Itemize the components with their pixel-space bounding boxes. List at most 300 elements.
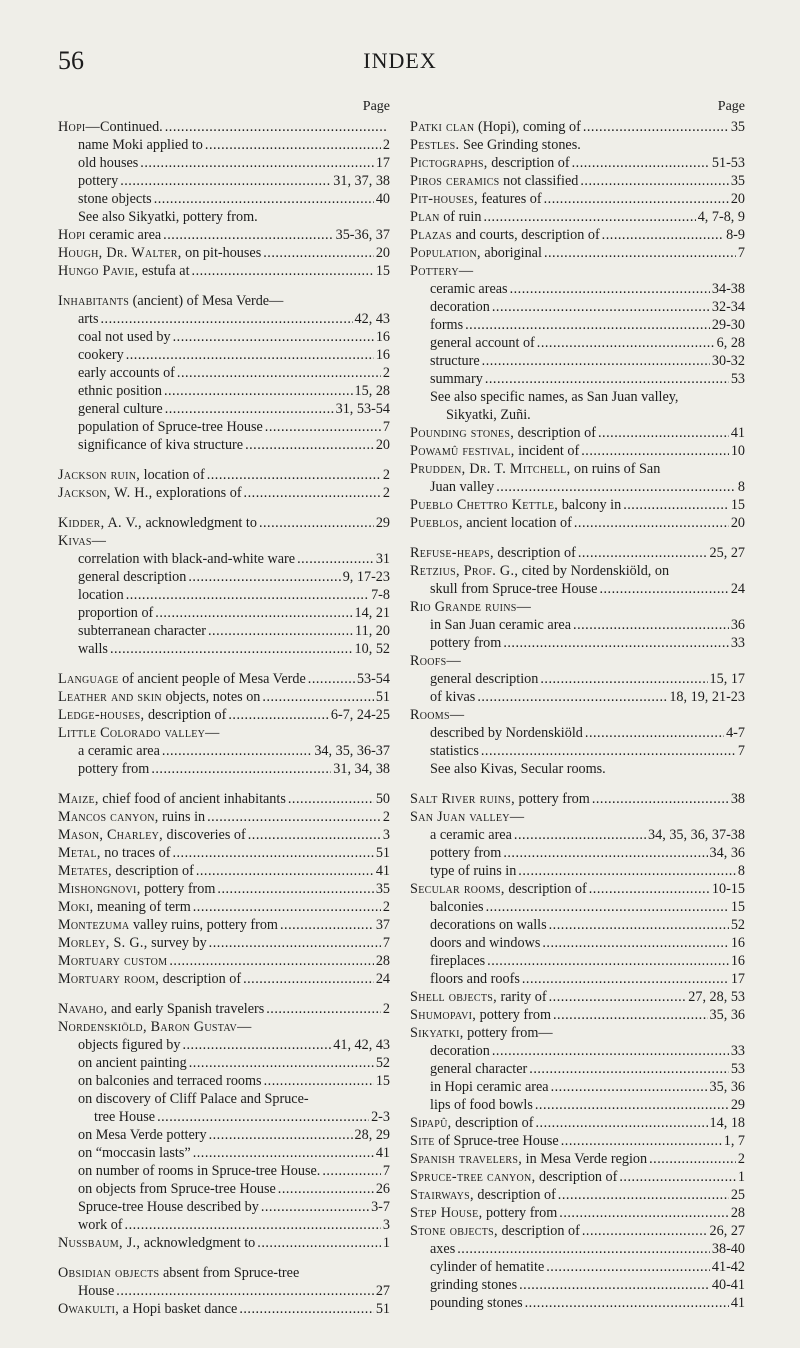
entry-heading: Pottery—: [410, 263, 474, 279]
dot-leader: [623, 496, 729, 514]
dot-leader: [457, 1240, 710, 1258]
entry-subtext: description of: [514, 425, 596, 441]
index-subentry: [58, 208, 390, 226]
index-entry: [410, 190, 745, 208]
entry-subtext: subterranean character: [78, 623, 206, 639]
index-entry: [410, 262, 745, 280]
dot-leader: [209, 934, 381, 952]
dot-leader: [263, 244, 374, 262]
entry-subtext: walls: [78, 641, 108, 657]
entry-text: [58, 292, 283, 310]
page-reference: 2: [382, 365, 390, 381]
dot-leader: [551, 1078, 708, 1096]
entry-subtext: pottery: [78, 173, 119, 189]
page-reference: 6-7, 24-25: [330, 707, 390, 723]
entry-text: [58, 262, 190, 280]
page-reference: 31, 37, 38: [333, 173, 390, 189]
entry-subtext: features of: [477, 191, 542, 207]
entry-subtext: explorations of: [152, 485, 242, 501]
entry-heading: Ledge-houses,: [58, 707, 145, 723]
entry-subtext: general account of: [430, 335, 535, 351]
dot-leader: [207, 808, 381, 826]
index-entry: [58, 670, 390, 688]
index-subentry: [410, 1060, 745, 1078]
page-reference: 51: [375, 689, 390, 705]
entry-heading: Pueblos,: [410, 515, 463, 531]
dot-leader: [278, 1180, 374, 1198]
dot-leader: [207, 466, 381, 484]
entry-subtext: of ruin: [439, 209, 482, 225]
dot-leader: [155, 604, 352, 622]
entry-text: [446, 406, 531, 424]
entry-heading: Nussbaum, J.,: [58, 1235, 141, 1251]
index-subentry: [58, 760, 390, 778]
dot-leader: [561, 1132, 722, 1150]
entry-subtext: description of: [497, 1223, 580, 1239]
index-column-right: [410, 98, 745, 1312]
dot-leader: [529, 1060, 729, 1078]
dot-leader: [599, 580, 728, 598]
dot-leader: [308, 670, 355, 688]
entry-subtext: description of: [451, 1115, 534, 1131]
page-reference: 35: [730, 173, 745, 189]
entry-subtext: See Grinding stones.: [459, 137, 581, 153]
entry-subtext: See also specific names, as San Juan valley,: [430, 389, 679, 405]
page-reference: 41: [375, 1145, 390, 1161]
entry-text: [78, 154, 138, 172]
index-entry: [58, 484, 390, 502]
index-entry: [410, 1168, 745, 1186]
dot-leader: [485, 370, 729, 388]
index-subentry: [58, 586, 390, 604]
index-entry: [410, 1006, 745, 1024]
dot-leader: [583, 118, 729, 136]
index-subentry: [58, 382, 390, 400]
dot-leader: [578, 544, 708, 562]
index-subentry: [410, 760, 745, 778]
page-reference: 53-54: [356, 671, 390, 687]
dot-leader: [537, 334, 715, 352]
entry-subtext: rarity of: [496, 989, 547, 1005]
page-reference: 53: [730, 1061, 745, 1077]
entry-text: [430, 670, 538, 688]
dot-leader: [239, 1300, 374, 1318]
index-subentry: [410, 862, 745, 880]
entry-text: [410, 244, 542, 262]
index-subentry: [410, 478, 745, 496]
page-reference: 30-32: [711, 353, 745, 369]
index-entry: [410, 1222, 745, 1240]
entry-subtext: description of: [159, 971, 242, 987]
page-reference: 34-38: [711, 281, 745, 297]
entry-subtext: description of: [111, 863, 194, 879]
entry-text: [410, 706, 464, 724]
entry-subtext: survey by: [147, 935, 207, 951]
entry-text: [78, 328, 171, 346]
entry-subtext: pottery from: [482, 1205, 558, 1221]
entry-text: [430, 280, 508, 298]
index-subentry: [410, 844, 745, 862]
dot-leader: [193, 898, 381, 916]
entry-text: [58, 1000, 264, 1018]
entry-text: [410, 154, 570, 172]
entry-heading: Rooms—: [410, 707, 465, 723]
page-reference: 35, 36: [709, 1079, 745, 1095]
entry-text: [410, 136, 581, 154]
entry-subtext: Continued.: [100, 119, 163, 135]
page-reference: 1, 7: [723, 1133, 745, 1149]
index-entry: [58, 844, 390, 862]
entry-text: [410, 514, 572, 532]
entry-subtext: pottery from: [430, 845, 502, 861]
dot-leader: [288, 790, 374, 808]
column-header-page: Page: [362, 99, 390, 114]
index-subentry: [58, 1216, 390, 1234]
entry-text: [430, 1060, 527, 1078]
entry-subtext: in San Juan ceramic area: [430, 617, 572, 633]
index-subentry: [410, 688, 745, 706]
entry-text: [430, 478, 494, 496]
dot-leader: [154, 190, 374, 208]
page-reference: 7-8: [371, 587, 390, 603]
entry-text: [78, 1144, 191, 1162]
page-reference: 16: [730, 935, 745, 951]
page-reference: 18, 19, 21-23: [669, 689, 745, 705]
page-reference: 28: [375, 953, 390, 969]
page-reference: 15: [730, 899, 745, 915]
dot-leader: [188, 568, 340, 586]
entry-heading: Jackson ruin,: [58, 467, 141, 483]
entry-subtext: forms: [430, 317, 464, 333]
entry-text: [78, 1198, 259, 1216]
dot-leader: [602, 226, 724, 244]
page-reference: 2: [382, 137, 390, 153]
index-entry: [58, 226, 390, 244]
entry-heading: Stairways,: [410, 1187, 474, 1203]
column-header-page: Page: [717, 99, 745, 114]
entry-subtext: fireplaces: [430, 953, 486, 969]
index-entry: [58, 1234, 390, 1252]
index-subentry: [58, 1054, 390, 1072]
dot-leader: [592, 790, 729, 808]
entry-subtext: See also Kivas, Secular rooms.: [430, 761, 606, 777]
page-reference: 41: [375, 863, 390, 879]
entry-heading: Inhabitants: [58, 293, 130, 309]
dot-leader: [172, 844, 373, 862]
entry-heading: Powamû festival,: [410, 443, 515, 459]
page-reference: 35, 36: [709, 1007, 745, 1023]
index-entry: [410, 226, 745, 244]
entry-subtext: on pit-houses: [181, 245, 262, 261]
page-reference: 15, 28: [354, 383, 390, 399]
entry-text: [430, 1276, 517, 1294]
page-reference: 26, 27: [709, 1223, 745, 1239]
index-entry: [58, 1300, 390, 1318]
index-subentry: [410, 1258, 745, 1276]
page-reference: 3: [382, 827, 390, 843]
entry-subtext: description of: [493, 545, 576, 561]
entry-text: [58, 790, 286, 808]
page-reference: 41: [730, 1295, 745, 1311]
index-subentry: [58, 328, 390, 346]
entry-text: [410, 1024, 553, 1042]
entry-subtext: cited by Nordenskiöld, on: [518, 563, 670, 579]
entry-heading: Patki clan: [410, 119, 475, 135]
index-entry: [410, 514, 745, 532]
entry-heading: Shumopavi,: [410, 1007, 477, 1023]
entry-text: [430, 916, 547, 934]
page-reference: 4, 7-8, 9: [697, 209, 745, 225]
page-reference: 29-30: [711, 317, 745, 333]
entry-heading: Mason, Charley,: [58, 827, 163, 843]
page-reference: 51: [375, 845, 390, 861]
dot-leader: [165, 118, 388, 136]
entry-text: [78, 1180, 276, 1198]
entry-subtext: floors and roofs: [430, 971, 520, 987]
index-entry: [58, 292, 390, 310]
entry-subtext: described by Nordenskiöld: [430, 725, 583, 741]
entry-text: [430, 1096, 533, 1114]
index-subentry: [410, 316, 745, 334]
entry-text: [410, 790, 590, 808]
entry-heading: Kivas—: [58, 533, 107, 549]
dot-leader: [558, 1186, 729, 1204]
index-subentry: [58, 1180, 390, 1198]
entry-text: [58, 670, 306, 688]
dot-leader: [542, 934, 728, 952]
entry-heading: Hopi—: [58, 119, 101, 135]
index-subentry: [58, 1162, 390, 1180]
dot-leader: [189, 1054, 374, 1072]
entry-text: [410, 460, 660, 478]
entry-subtext: description of: [487, 155, 570, 171]
entry-text: [410, 1204, 557, 1222]
entry-subtext: on “moccasin lasts”: [78, 1145, 191, 1161]
entry-text: [410, 442, 579, 460]
page-reference: 24: [730, 581, 745, 597]
page-reference: 31, 34, 38: [333, 761, 390, 777]
index-entry: [58, 466, 390, 484]
entry-subtext: doors and windows: [430, 935, 541, 951]
dot-leader: [205, 136, 381, 154]
entry-text: [430, 970, 520, 988]
entry-text: [78, 436, 243, 454]
entry-subtext: pottery from: [140, 881, 216, 897]
entry-text: [410, 562, 669, 580]
entry-text: [78, 400, 163, 418]
dot-leader: [193, 1144, 374, 1162]
index-subentry: [410, 934, 745, 952]
entry-text: [78, 568, 186, 586]
entry-gap: [58, 280, 390, 292]
index-subentry: [58, 364, 390, 382]
entry-text: [430, 316, 463, 334]
entry-text: [78, 418, 263, 436]
entry-subtext: in Mesa Verde region: [522, 1151, 648, 1167]
dot-leader: [163, 226, 333, 244]
page-reference: 1: [737, 1169, 745, 1185]
index-subentry: [58, 1072, 390, 1090]
index-entry: [58, 118, 390, 136]
entry-heading: Owakulti,: [58, 1301, 120, 1317]
entry-heading: Refuse-heaps,: [410, 545, 494, 561]
index-subentry: [410, 388, 745, 406]
index-subentry: [58, 742, 390, 760]
entry-text: [58, 1234, 255, 1252]
entry-heading: Navaho,: [58, 1001, 108, 1017]
entry-subtext: proportion of: [78, 605, 154, 621]
index-subentry: [410, 298, 745, 316]
entry-text: [430, 952, 485, 970]
entry-text: [430, 1042, 490, 1060]
dot-leader: [245, 436, 374, 454]
entry-heading: Roofs—: [410, 653, 462, 669]
page-reference: 25, 27: [709, 545, 745, 561]
entry-heading: Leather and skin: [58, 689, 162, 705]
page-reference: 41-42: [711, 1259, 745, 1275]
entry-text: [78, 1054, 187, 1072]
dot-leader: [492, 1042, 729, 1060]
entry-text: [58, 118, 163, 136]
entry-subtext: incident of: [514, 443, 580, 459]
index-subentry: [410, 742, 745, 760]
index-subentry: [58, 550, 390, 568]
entry-heading: Mishongnovi,: [58, 881, 141, 897]
entry-subtext: Sikyatki, Zuñi.: [446, 407, 531, 423]
dot-leader: [173, 328, 374, 346]
dot-leader: [518, 862, 736, 880]
page-reference: 10-15: [711, 881, 745, 897]
page-reference: 15: [730, 497, 745, 513]
page-reference: 28, 29: [354, 1127, 390, 1143]
index-subentry: [58, 1144, 390, 1162]
page-reference: 34, 36: [709, 845, 745, 861]
page-reference: 52: [730, 917, 745, 933]
page-reference: 31: [375, 551, 390, 567]
dot-leader: [228, 706, 329, 724]
entry-subtext: a ceramic area: [430, 827, 512, 843]
dot-leader: [574, 514, 729, 532]
index-subentry: [410, 580, 745, 598]
index-subentry: [58, 1108, 390, 1126]
entry-text: [78, 190, 152, 208]
entry-subtext: discoveries of: [163, 827, 246, 843]
index-entry: [58, 1018, 390, 1036]
index-entry: [58, 808, 390, 826]
entry-subtext: a Hopi basket dance: [119, 1301, 238, 1317]
entry-heading: Sipapû,: [410, 1115, 452, 1131]
index-entry: [410, 442, 745, 460]
page-reference: 20: [375, 245, 390, 261]
page-reference: 9, 17-23: [342, 569, 390, 585]
index-entry: [410, 652, 745, 670]
dot-leader: [492, 298, 710, 316]
index-entry: [58, 952, 390, 970]
index-entry: [410, 496, 745, 514]
entry-text: [410, 118, 581, 136]
page-reference: 8: [737, 863, 745, 879]
entry-text: [78, 382, 162, 400]
dot-leader: [261, 1198, 369, 1216]
index-entry: [58, 514, 390, 532]
entry-text: [410, 226, 600, 244]
page-reference: 17: [730, 971, 745, 987]
entry-subtext: decoration: [430, 1043, 490, 1059]
index-column-left: [58, 98, 390, 1318]
entry-subtext: of ancient people of Mesa Verde: [118, 671, 306, 687]
page-reference: 42, 43: [354, 311, 390, 327]
index-subentry: [410, 616, 745, 634]
entry-heading: Pictographs,: [410, 155, 488, 171]
dot-leader: [182, 1036, 331, 1054]
page-reference: 8-9: [726, 227, 745, 243]
index-entry: [410, 562, 745, 580]
entry-heading: Plan: [410, 209, 440, 225]
entry-heading: Plazas: [410, 227, 452, 243]
dot-leader: [465, 316, 710, 334]
dot-leader: [580, 172, 728, 190]
entry-subtext: of kivas: [430, 689, 476, 705]
page-reference: 32-34: [711, 299, 745, 315]
entry-subtext: aboriginal: [480, 245, 542, 261]
entry-subtext: statistics: [430, 743, 479, 759]
entry-text: [78, 136, 203, 154]
dot-leader: [589, 880, 710, 898]
page-reference: 28: [730, 1205, 745, 1221]
entry-heading: Population,: [410, 245, 481, 261]
entry-subtext: axes: [430, 1241, 456, 1257]
dot-leader: [297, 550, 374, 568]
entry-text: [58, 916, 278, 934]
entry-text: [410, 172, 578, 190]
dot-leader: [546, 1258, 710, 1276]
entry-subtext: Juan valley: [430, 479, 495, 495]
page-reference: 35: [375, 881, 390, 897]
index-entry: [58, 916, 390, 934]
entry-subtext: (Hopi), coming of: [474, 119, 581, 135]
entry-text: [430, 1240, 455, 1258]
entry-heading: Obsidian objects: [58, 1265, 160, 1281]
dot-leader: [503, 634, 729, 652]
entry-text: [430, 934, 540, 952]
dot-leader: [164, 382, 353, 400]
entry-subtext: balcony in: [558, 497, 622, 513]
entry-subtext: cookery: [78, 347, 124, 363]
page-reference: 35-36, 37: [335, 227, 390, 243]
entry-text: [410, 1186, 556, 1204]
dot-leader: [169, 952, 373, 970]
entry-subtext: general description: [430, 671, 539, 687]
page-reference: 1: [382, 1235, 390, 1251]
entry-heading: Pueblo Chettro Kettle,: [410, 497, 559, 513]
entry-text: [78, 622, 206, 640]
entry-subtext: pottery from—: [463, 1025, 553, 1041]
running-head: INDEX: [363, 48, 437, 73]
page-reference: 26: [375, 1181, 390, 1197]
entry-text: [78, 604, 153, 622]
entry-subtext: on ancient painting: [78, 1055, 187, 1071]
entry-subtext: Spruce-tree House described by: [78, 1199, 259, 1215]
entry-text: [58, 952, 167, 970]
index-entry: [410, 424, 745, 442]
entry-text: [78, 1072, 262, 1090]
entry-subtext: objects figured by: [78, 1037, 181, 1053]
entry-text: [430, 1078, 549, 1096]
index-entry: [58, 724, 390, 742]
index-subentry: [410, 826, 745, 844]
index-subentry: [58, 190, 390, 208]
entry-text: [58, 466, 205, 484]
